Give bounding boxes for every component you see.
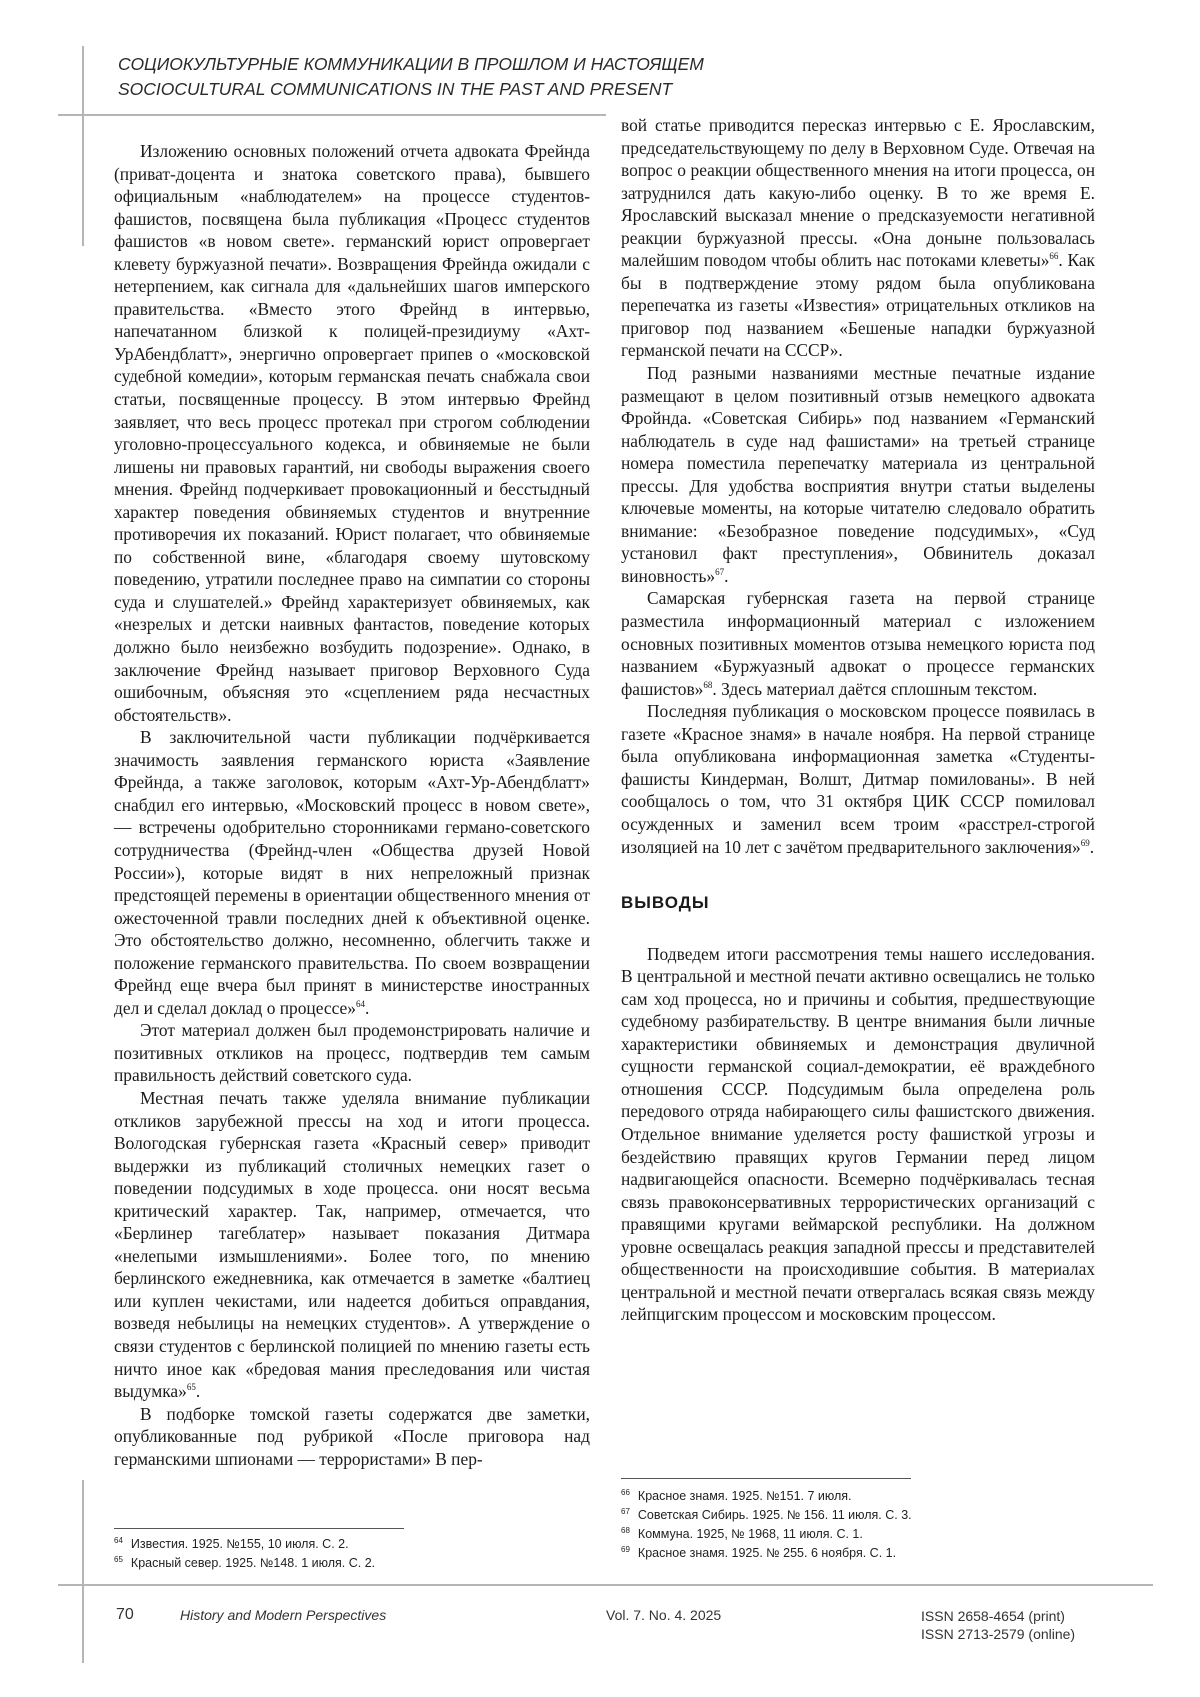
footnote-ref[interactable]: 66 xyxy=(1049,251,1059,262)
footnote-ref[interactable]: 64 xyxy=(355,998,365,1009)
header-rule xyxy=(58,114,606,116)
footnote: $^{66}$ Красное знамя. 1925. №151. 7 июля. xyxy=(621,1487,852,1503)
paragraph: Этот материал должен был продемонстрировать наличие и позитивных откликов на процесс, подтвердив тем самым правильность действий советского суда. xyxy=(114,1020,590,1086)
footnote: $^{65}$ Красный север. 1925. №148. 1 июля. С. 2. xyxy=(114,1554,376,1570)
header-title-ru: СОЦИОКУЛЬТУРНЫЕ КОММУНИКАЦИИ В ПРОШЛОМ И НАСТОЯЩЕМ xyxy=(118,54,704,74)
paragraph: Последняя публикация о московском процессе появилась в газете «Красное знамя» в начале ноября. На первой странице была опубликована информационная заметка «Студенты-фашисты Киндерман, Волшт, Дитмар помилованы». В ней сообщалось о том, что 31 октября ЦИК СССР помиловал осужденных и заменил всем троим «расстрел-строгой изоляцией на 10 лет с зачётом предварительного заключения»$^{69}$. xyxy=(621,701,1095,857)
footer-rule xyxy=(58,1584,1153,1586)
paragraph: В заключительной части публикации подчёркивается значимость заявления германского юриста «Заявление Фрейнда, а также заголовок, которым «Ахт-Ур-Абендблатт» снабдил его интервью, «Московский процесс в новом свете», — встречены одобрительно сторонниками германо-советского сотрудничества (Фрейнд-член «Общества друзей Новой России»), которые видят в них непреложный признак предстоящей перемены в ориентации общественного мнения от ожесточенной травли последних дней к объективной оценке. Это обстоятельство должно, несомненно, облегчить также и положение германского правительства. По своем возвращении Фрейнд еще вчера был принят в министерстве иностранных дел и сделал доклад о процессе»$^{64}$. xyxy=(114,727,590,1018)
journal-name: History and Modern Perspectives xyxy=(180,1607,387,1623)
page-number: 70 xyxy=(116,1606,134,1623)
frame-rule-top-left xyxy=(82,46,84,246)
volume-info: Vol. 7. No. 4. 2025 xyxy=(606,1607,722,1623)
section-heading: ВЫВОДЫ xyxy=(621,893,710,913)
paragraph: Местная печать также уделяла внимание публикации откликов зарубежной прессы на ход и итоги процесса. Вологодская губернская газета «Красный север» приводит выдержки из публикаций столичных немецких газет о поведении подсудимых в ходе процесса. они носят весьма критический характер. Так, например, отмечается, что «Берлинер тагеблатер» называет показания Дитмара «нелепыми измышлениями». Более того, по мнению берлинского ежедневника, как отмечается в заметке «балтиец или куплен чекистами, или надеется добиться оправдания, возведя небылицы на немецких студентов». А утверждение о связи студентов с берлинской полицией по мнению газеты есть ничто иное как «бредовая мания преследования или чистая выдумка»$^{65}$. xyxy=(114,1087,590,1402)
paragraph: В подборке томской газеты содержатся две заметки, опубликованные под рубрикой «После приговора над германскими шпионами — террористами» В пер- xyxy=(114,1403,590,1469)
paragraph: Под разными названиями местные печатные издание размещают в целом позитивный отзыв немецкого адвоката Фройнда. «Советская Сибирь» под названием «Германский наблюдатель в суде над фашистами» на третьей странице номера поместила перепечатку материала из центральной прессы. Для удобства восприятия внутри статьи выделены ключевые моменты, на которые читателю следовало обратить внимание: «Безобразное поведение подсудимых», «Суд установил факт преступления», Обвинитель доказал виновность»$^{67}$. xyxy=(621,363,1095,586)
footnote-rule-right xyxy=(621,1478,911,1479)
paragraph: Подведем итоги рассмотрения темы нашего исследования. В центральной и местной печати активно освещались не только сам ход процесса, но и причины и события, предшествующие судебному разбирательству. В центре внимания были личные характеристики обвиняемых и демонстрация двуличной сущности германской социал-демократии, её враждебного отношения СССР. Подсудимым была определена роль передового отряда набирающего силы фашистского движения. Отдельное внимание уделяется росту фашисткой угрозы и бездействию правящих кругов Германии перед лицом надвигающейся опасности. Всемерно подчёркивалась тесная связь правоконсервативных террористических организаций с правящими кругами веймарской республики. На должном уровне освещалась реакция западной прессы и представителей общественности на происходившие события. В материалах центральной и местной печати отвергалась всякая связь между лейпцигским процессом и московским процессом. xyxy=(621,943,1095,1325)
paragraph: вой статье приводится пересказ интервью с Е. Ярославским, председательствующему по делу в Верховном Суде. Отвечая на вопрос о реакции общественного мнения на итоги процесса, он затруднился дать какую-либо оценку. В то же время Е. Ярославский высказал мнение о предсказуемости негативной реакции буржуазной прессы. «Она доныне пользовалась малейшим поводом чтобы облить нас потоками клеветы»$^{66}$. Как бы в подтверждение этому рядом была опубликована перепечатка из газеты «Известия» отрицательных откликов на приговор под названием «Бешеные нападки буржуазной германской печати на СССР». xyxy=(621,115,1095,361)
paragraph: Самарская губернская газета на первой странице разместила информационный материал с изложением основных позитивных моментов отзыва немецкого юриста под названием «Буржуазный адвокат о процессе германских фашистов»$^{68}$. Здесь материал даётся сплошным текстом. xyxy=(621,588,1095,699)
header-title-en: SOCIOCULTURAL COMMUNICATIONS IN THE PAST AND PRESENT xyxy=(118,79,673,99)
issn-block xyxy=(921,1607,1075,1643)
footnote: $^{64}$ Известия. 1925. №155, 10 июля. С. 2. xyxy=(114,1535,349,1551)
footnotes-right xyxy=(621,1487,912,1563)
footnote-ref[interactable]: 65 xyxy=(186,1382,196,1393)
footnotes-left xyxy=(114,1535,375,1573)
footnote-ref[interactable]: 67 xyxy=(715,567,725,578)
left-column xyxy=(114,140,590,1470)
footnote: $^{69}$ Красное знамя. 1925. № 255. 6 ноября. С. 1. xyxy=(621,1544,897,1560)
footnote: $^{67}$ Советская Сибирь. 1925. № 156. 11 июля. С. 3. xyxy=(621,1506,912,1522)
footnote: $^{68}$ Коммуна. 1925, № 1968, 11 июля. С. 1. xyxy=(621,1525,863,1541)
issn-print: ISSN 2658-4654 (print) xyxy=(921,1608,1065,1624)
right-column xyxy=(621,114,1095,1326)
frame-rule-bottom-left xyxy=(82,1480,84,1663)
footnote-ref[interactable]: 68 xyxy=(703,679,713,690)
footnote-rule-left xyxy=(114,1528,404,1529)
running-header xyxy=(118,52,704,102)
footnote-ref[interactable]: 69 xyxy=(1080,837,1090,848)
paragraph: Изложению основных положений отчета адвоката Фрейнда (приват-доцента и знатока советского права), бывшего официальным «наблюдателем» на процессе студентов-фашистов, посвящена была публикация «Процесс студентов фашистов «в новом свете». германский юрист опровергает клевету буржуазной печати». Возвращения Фрейнда ожидали с нетерпением, как сигнала для «дальнейших шагов имперского правительства. «Вместо этого Фрейнд в интервью, напечатанном близкой к полицей-президиуму «Ахт-УрАбендблатт», энергично опровергает припев о «московской судебной комедии», которым германская печать снабжала свои статьи, посвященные процессу. В этом интервью Фрейнд заявляет, что весь процесс протекал при строгом соблюдении уголовно-процессуального кодекса, и обвиняемые не были лишены ни правовых гарантий, ни свободы выражения своего мнения. Фрейнд подчеркивает провокационный и бесстыдный характер поведения обвиняемых студентов и внутренние противоречия их показаний. Юрист полагает, что обвиняемые по собственной вине, «благодаря своему шутовскому поведению, утратили последнее право на симпатии со стороны суда и слушателей.» Фрейнд характеризует обвиняемых, как «незрелых и детски наивных фантастов, поведение которых должно было неизбежно возбудить подозрение». Однако, в заключение Фрейнд называет приговор Верховного Суда ошибочным, объясняя это «сцеплением ряда несчастных обстоятельств». xyxy=(114,141,590,725)
issn-online: ISSN 2713-2579 (online) xyxy=(921,1626,1076,1642)
